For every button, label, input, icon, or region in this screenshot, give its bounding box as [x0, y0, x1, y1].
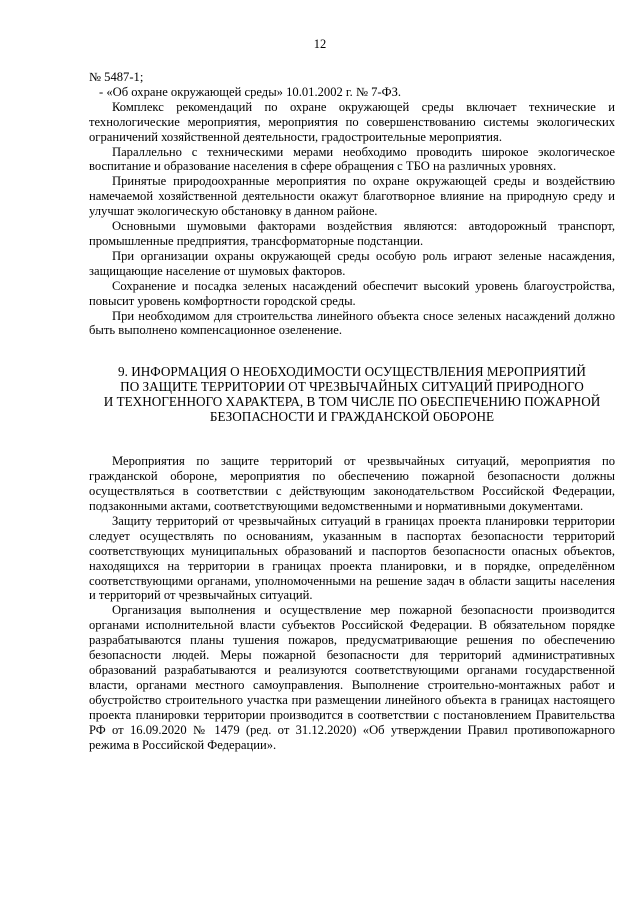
section-heading [89, 364, 615, 424]
paragraph: При организации охраны окружающей среды особую роль играют зеленые насаждения, защищающие население от шумовых факторов. [89, 248, 615, 278]
page-number: 12 [313, 37, 327, 51]
paragraph: Защиту территорий от чрезвычайных ситуаций в границах проекта планировки территории следует осуществлять по основаниям, указанным в паспортах безопасности территорий соответствующих муниципальных образований и паспортов безопасности опасных объектов, находящихся на территории в границах проекта планировки, и в порядке, определённом соответствующими органами, уполномоченными на решение задач в области защиты населения и территорий от чрезвычайных ситуаций. [89, 513, 615, 603]
paragraph: Сохранение и посадка зеленых насаждений обеспечит высокий уровень благоустройства, повысит уровень комфортности городской среды. [89, 278, 615, 308]
intro-line: № 5487-1; [89, 70, 144, 84]
paragraph: Параллельно с техническими мерами необходимо проводить широкое экологическое воспитание и образование населения в сфере обращения с ТБО на различных уровнях. [89, 144, 615, 174]
paragraph: Принятые природоохранные мероприятия по охране окружающей среды и воздействию намечаемой хозяйственной деятельности окажут благотворное влияние на природную среду и улучшат экологическую обстановку в данном районе. [89, 174, 615, 219]
document-body [89, 70, 615, 752]
intro-line: - «Об охране окружающей среды» 10.01.2002 г. № 7-ФЗ. [99, 84, 402, 99]
paragraph: Комплекс рекомендаций по охране окружающей среды включает технические и технологические мероприятия, мероприятия по совершенствованию системы экологических ограничений хозяйственной деятельности, градостроительные мероприятия. [89, 99, 615, 144]
paragraph: Организация выполнения и осуществление мер пожарной безопасности производится органами исполнительной власти субъектов Российской Федерации. В обязательном порядке разрабатываются планы тушения пожаров, предусматривающие решения по обеспечению безопасности людей. Меры пожарной безопасности для территорий административных образований разрабатываются и реализуются соответствующими органами государственной власти, органами местного самоуправления. Выполнение строительно-монтажных работ и обустройство строительного участка при размещении линейного объекта в границах настоящего проекта планировки территории производится в соответствии с постановлением Правительства РФ от 16.09.2020 № 1479 (ред. от 31.12.2020) «Об утверждении Правил противопожарного режима в Российской Федерации». [89, 603, 615, 752]
paragraph: При необходимом для строительства линейного объекта сносе зеленых насаждений должно быть выполнено компенсационное озеленение. [89, 308, 615, 338]
section-heading-line: 9. ИНФОРМАЦИЯ О НЕОБХОДИМОСТИ ОСУЩЕСТВЛЕНИЯ МЕРОПРИЯТИЙ [118, 364, 586, 380]
section-heading-line: БЕЗОПАСНОСТИ И ГРАЖДАНСКОЙ ОБОРОНЕ [209, 409, 495, 425]
paragraph: Основными шумовыми факторами воздействия являются: автодорожный транспорт, промышленные предприятия, трансформаторные подстанции. [89, 219, 615, 248]
paragraph: Мероприятия по защите территорий от чрезвычайных ситуаций, мероприятия по гражданской обороне, мероприятия по обеспечению пожарной безопасности должны осуществляться в соответствии с действующим законодательством Российской Федерации, подзаконными актами, соответствующими ведомственными и нормативными документами. [89, 454, 615, 514]
section-heading-line: ПО ЗАЩИТЕ ТЕРРИТОРИИ ОТ ЧРЕЗВЫЧАЙНЫХ СИТУАЦИЙ ПРИРОДНОГО [120, 379, 584, 395]
section-heading-line: И ТЕХНОГЕННОГО ХАРАКТЕРА, В ТОМ ЧИСЛЕ ПО ОБЕСПЕЧЕНИЮ ПОЖАРНОЙ [103, 394, 601, 410]
